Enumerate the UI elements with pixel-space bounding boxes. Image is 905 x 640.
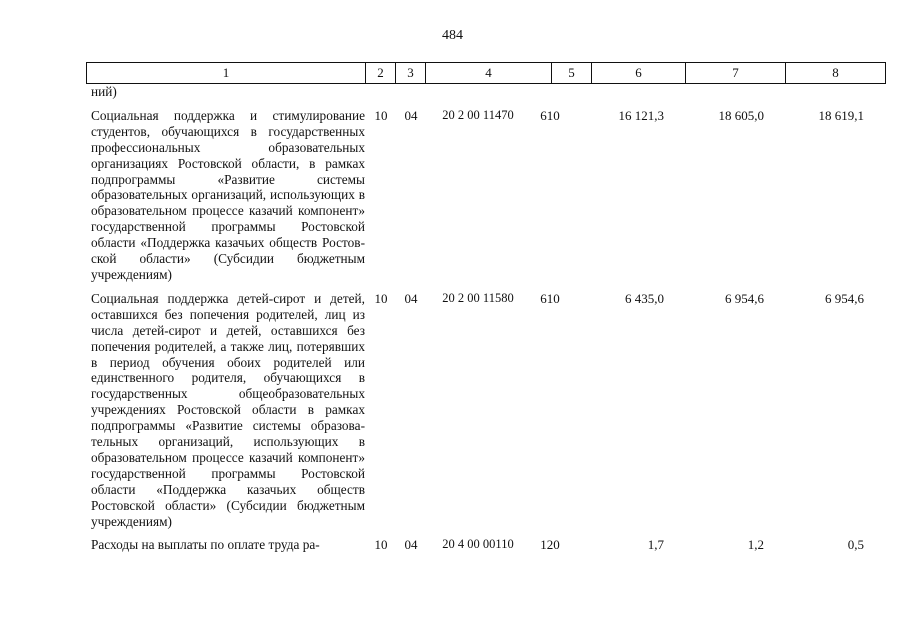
- row-description: Социальная поддержка и стимулирование студентов, обучающихся в государственных профессиональных образовательных организациях Ростовской области, в рамках подпрограммы «Развитие системы образовательных организаций, использующих в образовательном процессе казачий компонент» государственной программы Ростовской области «Поддержка казачьих обществ Ростовской области» (Субсидии бюджетным учреждениям): [91, 107, 365, 282]
- row-subsection: 04: [404, 537, 418, 553]
- header-col-5: 5: [552, 63, 592, 84]
- continuation-text: ний): [91, 84, 117, 99]
- column-number-header: [86, 62, 886, 84]
- row-expense-type: 610: [540, 290, 560, 306]
- row-amount-year-3: 0,5: [847, 537, 864, 553]
- row-amount-year-3: 18 619,1: [818, 107, 864, 123]
- row-expense-type: 610: [540, 107, 560, 123]
- row-target-code: 20 4 00 00110: [442, 537, 514, 552]
- row-subsection: 04: [404, 107, 418, 123]
- page-number: 484: [442, 28, 463, 43]
- table-body: [86, 84, 866, 553]
- continuation-row: [86, 84, 866, 100]
- header-col-6: 6: [592, 63, 686, 84]
- header-col-8: 8: [786, 63, 886, 84]
- row-description: Социальная поддержка детей-сирот и детей, оставшихся без попечения родителей, лиц из числа детей-сирот и детей, оставшихся без попечения родителей, а также лиц, потерявших в период обучения обоих родителей или единственного родителя, обучающихся в государственных общеобразовательных учреждениях Ростовской области в рамках подпрограммы «Развитие системы образовательных организаций, использующих в образовательном процессе казачий компонент» государственной программы Ростовской области «Поддержка казачьих обществ Ростовской области» (Субсидии бюджетным учреждениям): [91, 290, 365, 529]
- row-amount-year-2: 18 605,0: [718, 107, 764, 123]
- row-section: 10: [374, 107, 388, 123]
- row-amount-year-1: 1,7: [647, 537, 664, 553]
- table-row: [86, 537, 866, 553]
- row-amount-year-3: 6 954,6: [825, 290, 864, 306]
- row-amount-year-2: 1,2: [747, 537, 764, 553]
- row-target-code: 20 2 00 11470: [442, 107, 514, 122]
- row-description: Расходы на выплаты по оплате труда ра-: [91, 537, 320, 553]
- header-col-4: 4: [426, 63, 552, 84]
- table-row: [86, 108, 866, 283]
- row-section: 10: [374, 537, 388, 553]
- header-col-3: 3: [396, 63, 426, 84]
- header-col-2: 2: [366, 63, 396, 84]
- table-row: [86, 291, 866, 530]
- row-amount-year-2: 6 954,6: [725, 290, 764, 306]
- header-col-7: 7: [686, 63, 786, 84]
- header-col-1: 1: [87, 63, 366, 84]
- row-target-code: 20 2 00 11580: [442, 290, 514, 305]
- row-section: 10: [374, 290, 388, 306]
- row-amount-year-1: 16 121,3: [618, 107, 664, 123]
- row-subsection: 04: [404, 290, 418, 306]
- row-expense-type: 120: [540, 537, 560, 553]
- row-amount-year-1: 6 435,0: [625, 290, 664, 306]
